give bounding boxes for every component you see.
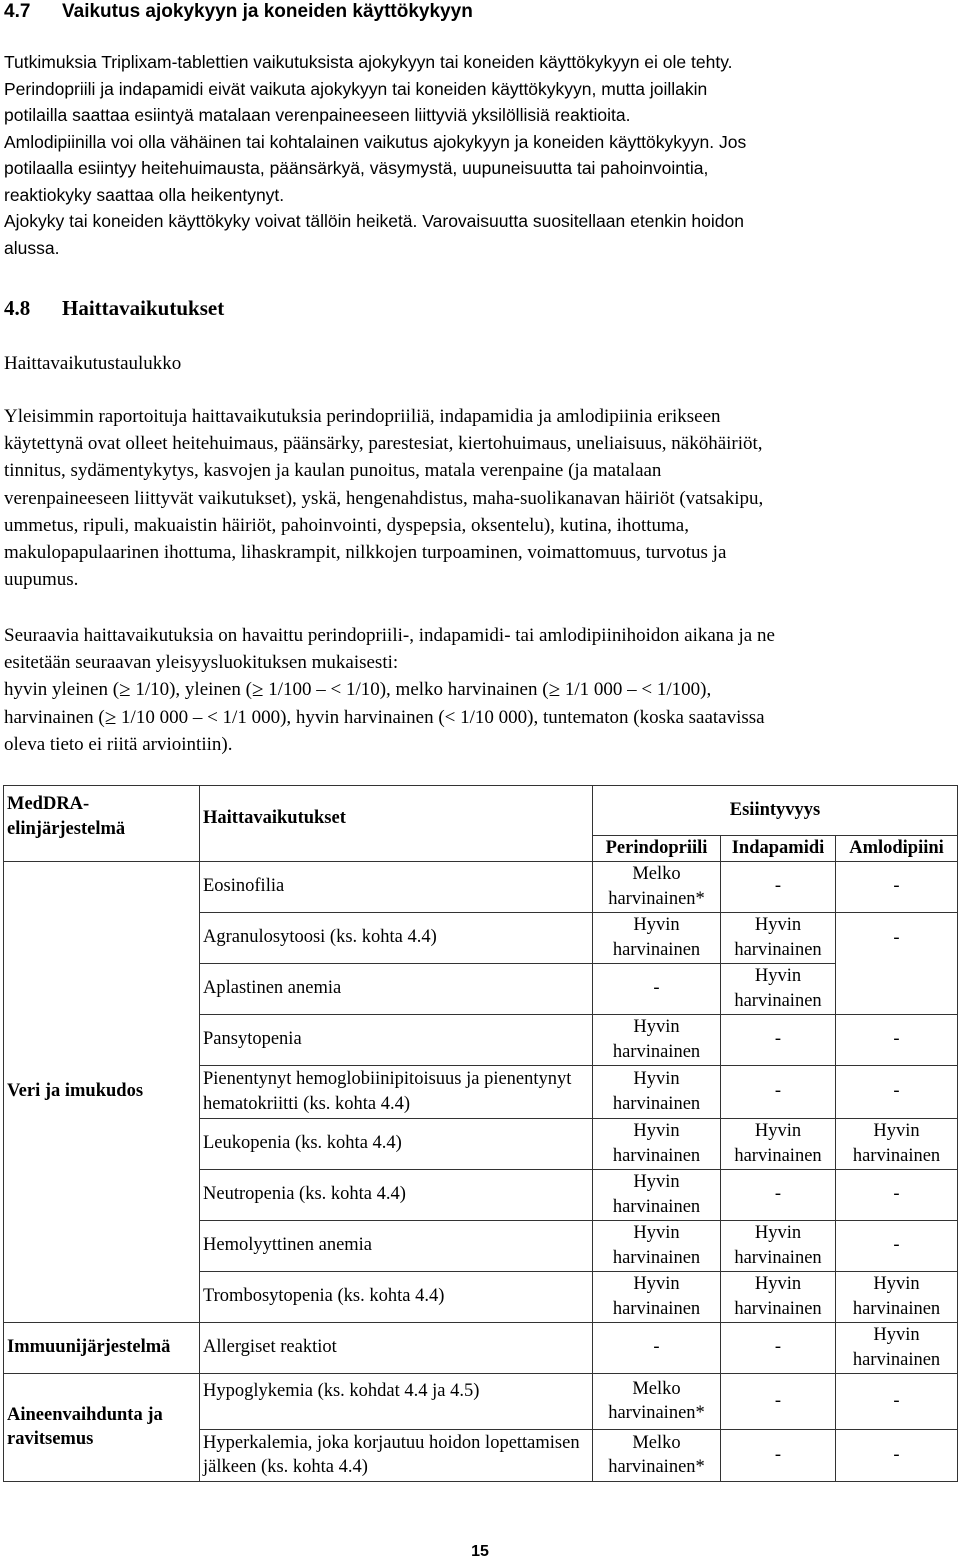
freq-indapamidi: -: [721, 861, 836, 912]
freq-amlodipiini: Hyvin harvinainen: [836, 1271, 958, 1322]
freq-perindopriili: Melko harvinainen*: [593, 1373, 721, 1429]
table-subtitle: [4, 350, 956, 377]
freq-text: hyvin yleinen (: [4, 679, 120, 701]
freq-indapamidi: -: [721, 1322, 836, 1373]
body-line: Amlodipiinilla voi olla vähäinen tai kohtalainen vaikutus ajokykyyn ja koneiden käyttökykyyn. Jos: [4, 131, 747, 152]
freq-text: 1/10 000 – < 1/1 000), hyvin harvinainen (< 1/10 000), tuntematon (koska saatavissa: [116, 706, 765, 728]
subtitle-text: Haittavaikutustaulukko: [4, 353, 182, 374]
soc-immune: Immuunijärjestelmä: [4, 1322, 200, 1373]
adverse-effect: Aplastinen anemia: [200, 963, 593, 1014]
body-line: alussa.: [4, 237, 60, 258]
freq-indapamidi: -: [721, 1014, 836, 1065]
soc-blood: Veri ja imukudos: [4, 861, 200, 1322]
freq-amlodipiini: -: [836, 1429, 958, 1481]
body-line: Tutkimuksia Triplixam-tablettien vaikutuksista ajokykyyn tai koneiden käyttökykyyn ei ole tehty.: [4, 52, 733, 72]
body-line: Yleisimmin raportoituja haittavaikutuksia perindopriiliä, indapamidia ja amlodipiinia erikseen: [4, 406, 721, 427]
geq-symbol: ≥: [104, 704, 117, 729]
adverse-effect: Leukopenia (ks. kohta 4.4): [200, 1118, 593, 1169]
adverse-effect: Allergiset reaktiot: [200, 1322, 593, 1373]
adverse-effect: Agranulosytoosi (ks. kohta 4.4): [200, 912, 593, 963]
table-row: [4, 861, 958, 912]
freq-text: harvinainen (: [4, 706, 105, 728]
freq-amlodipiini: -: [836, 912, 958, 1014]
frequency-paragraph: [4, 622, 956, 758]
header-adverse-effects: Haittavaikutukset: [200, 786, 593, 862]
freq-perindopriili: -: [593, 1322, 721, 1373]
freq-perindopriili: Hyvin harvinainen: [593, 1220, 721, 1271]
table-row: [4, 1322, 958, 1373]
body-line: oleva tieto ei riitä arviointiin).: [4, 733, 233, 755]
freq-perindopriili: -: [593, 963, 721, 1014]
geq-symbol: ≥: [251, 677, 264, 702]
freq-amlodipiini: -: [836, 1220, 958, 1271]
body-line: käytettynä ovat olleet heitehuimaus, päänsärky, parestesiat, kiertohuimaus, uneliaisuus, näköhäiriöt,: [4, 433, 763, 455]
section-title: Vaikutus ajokykyyn ja koneiden käyttökykyyn: [62, 1, 473, 22]
body-line: ummetus, ripuli, makuaistin häiriöt, pahoinvointi, dyspepsia, oksentelu), kutina, ihottuma,: [4, 514, 689, 536]
section-4-7-heading: [4, 0, 473, 24]
section-4-7-body: [4, 49, 956, 261]
adverse-effect: Pansytopenia: [200, 1014, 593, 1065]
summary-paragraph: [4, 403, 956, 593]
geq-symbol: ≥: [119, 677, 131, 702]
body-line: Seuraavia haittavaikutuksia on havaittu perindopriili-, indapamidi- tai amlodipiinihoidon aikana ja ne: [4, 625, 775, 646]
freq-perindopriili: Hyvin harvinainen: [593, 1169, 721, 1220]
body-line: tinnitus, sydämentykytys, kasvojen ja kaulan punoitus, matala verenpaine (ja matalaan: [4, 460, 662, 482]
freq-indapamidi: Hyvin harvinainen: [721, 963, 836, 1014]
freq-text: 1/10), yleinen (: [130, 679, 252, 701]
body-line: verenpaineeseen liittyvät vaikutukset), yskä, hengenahdistus, maha-suolikanavan häiriöt (vatsakipu,: [4, 487, 764, 509]
freq-perindopriili: Melko harvinainen*: [593, 861, 721, 912]
freq-indapamidi: Hyvin harvinainen: [721, 1271, 836, 1322]
soc-metabolism: Aineenvaihdunta ja ravitsemus: [4, 1373, 200, 1481]
section-number: 4.7: [4, 1, 31, 22]
adverse-effect: Neutropenia (ks. kohta 4.4): [200, 1169, 593, 1220]
body-line: uupumus.: [4, 569, 79, 591]
freq-amlodipiini: Hyvin harvinainen: [836, 1322, 958, 1373]
freq-perindopriili: Hyvin harvinainen: [593, 1118, 721, 1169]
header-indapamidi: Indapamidi: [721, 836, 836, 862]
frequency-line: [4, 704, 956, 731]
adverse-effect: Hyperkalemia, joka korjautuu hoidon lopettamisen jälkeen (ks. kohta 4.4): [200, 1429, 593, 1481]
body-line: makulopapulaarinen ihottuma, lihaskrampit, nilkkojen turpoaminen, voimattomuus, turvotus ja: [4, 542, 727, 564]
adverse-effect: Pienentynyt hemoglobiinipitoisuus ja pienentynyt hematokriitti (ks. kohta 4.4): [200, 1065, 593, 1118]
freq-perindopriili: Hyvin harvinainen: [593, 1065, 721, 1118]
freq-amlodipiini: Hyvin harvinainen: [836, 1118, 958, 1169]
freq-perindopriili: Hyvin harvinainen: [593, 1271, 721, 1322]
freq-amlodipiini: -: [836, 1014, 958, 1065]
header-perindopriili: Perindopriili: [593, 836, 721, 862]
header-soc: MedDRA-elinjärjestelmä: [4, 786, 200, 862]
section-number: 4.8: [4, 296, 31, 320]
freq-perindopriili: Hyvin harvinainen: [593, 1014, 721, 1065]
adverse-effect: Eosinofilia: [200, 861, 593, 912]
adverse-effects-table: [3, 785, 958, 1482]
header-amlodipiini: Amlodipiini: [836, 836, 958, 862]
adverse-effect: Hypoglykemia (ks. kohdat 4.4 ja 4.5): [200, 1373, 593, 1429]
freq-indapamidi: -: [721, 1429, 836, 1481]
freq-indapamidi: Hyvin harvinainen: [721, 1220, 836, 1271]
freq-perindopriili: Hyvin harvinainen: [593, 912, 721, 963]
adverse-effect: Trombosytopenia (ks. kohta 4.4): [200, 1271, 593, 1322]
freq-amlodipiini: -: [836, 1065, 958, 1118]
body-line: reaktiokyky saattaa olla heikentynyt.: [4, 184, 285, 205]
table-row: [4, 1373, 958, 1429]
body-line: Perindopriili ja indapamidi eivät vaikuta ajokykyyn tai koneiden käyttökykyyn, mutta joillakin: [4, 78, 708, 99]
freq-text: 1/100 – < 1/10), melko harvinainen (: [263, 679, 549, 701]
table-header-row: [4, 786, 958, 836]
geq-symbol: ≥: [548, 677, 561, 702]
page-number: 15: [471, 1543, 489, 1560]
body-line: potilaalla esiintyy heitehuimausta, päänsärkyä, väsymystä, uupuneisuutta tai pahoinvointia,: [4, 158, 709, 178]
freq-amlodipiini: -: [836, 1373, 958, 1429]
adverse-effect: Hemolyyttinen anemia: [200, 1220, 593, 1271]
freq-perindopriili: Melko harvinainen*: [593, 1429, 721, 1481]
frequency-line: [4, 676, 956, 703]
freq-indapamidi: -: [721, 1373, 836, 1429]
body-line: potilailla saattaa esiintyä matalaan verenpaineeseen liittyviä yksilöllisiä reaktioita.: [4, 105, 631, 125]
freq-amlodipiini: -: [836, 1169, 958, 1220]
freq-indapamidi: -: [721, 1169, 836, 1220]
freq-indapamidi: Hyvin harvinainen: [721, 912, 836, 963]
freq-indapamidi: Hyvin harvinainen: [721, 1118, 836, 1169]
header-frequency: Esiintyvyys: [593, 786, 958, 836]
section-title: Haittavaikutukset: [62, 296, 225, 320]
freq-text: 1/1 000 – < 1/100),: [560, 679, 712, 701]
section-4-8-heading: [4, 294, 224, 322]
body-line: Ajokyky tai koneiden käyttökyky voivat tällöin heiketä. Varovaisuutta suositellaan etenkin hoidon: [4, 211, 744, 231]
freq-amlodipiini: -: [836, 861, 958, 912]
freq-indapamidi: -: [721, 1065, 836, 1118]
body-line: esitetään seuraavan yleisyysluokituksen mukaisesti:: [4, 652, 399, 674]
